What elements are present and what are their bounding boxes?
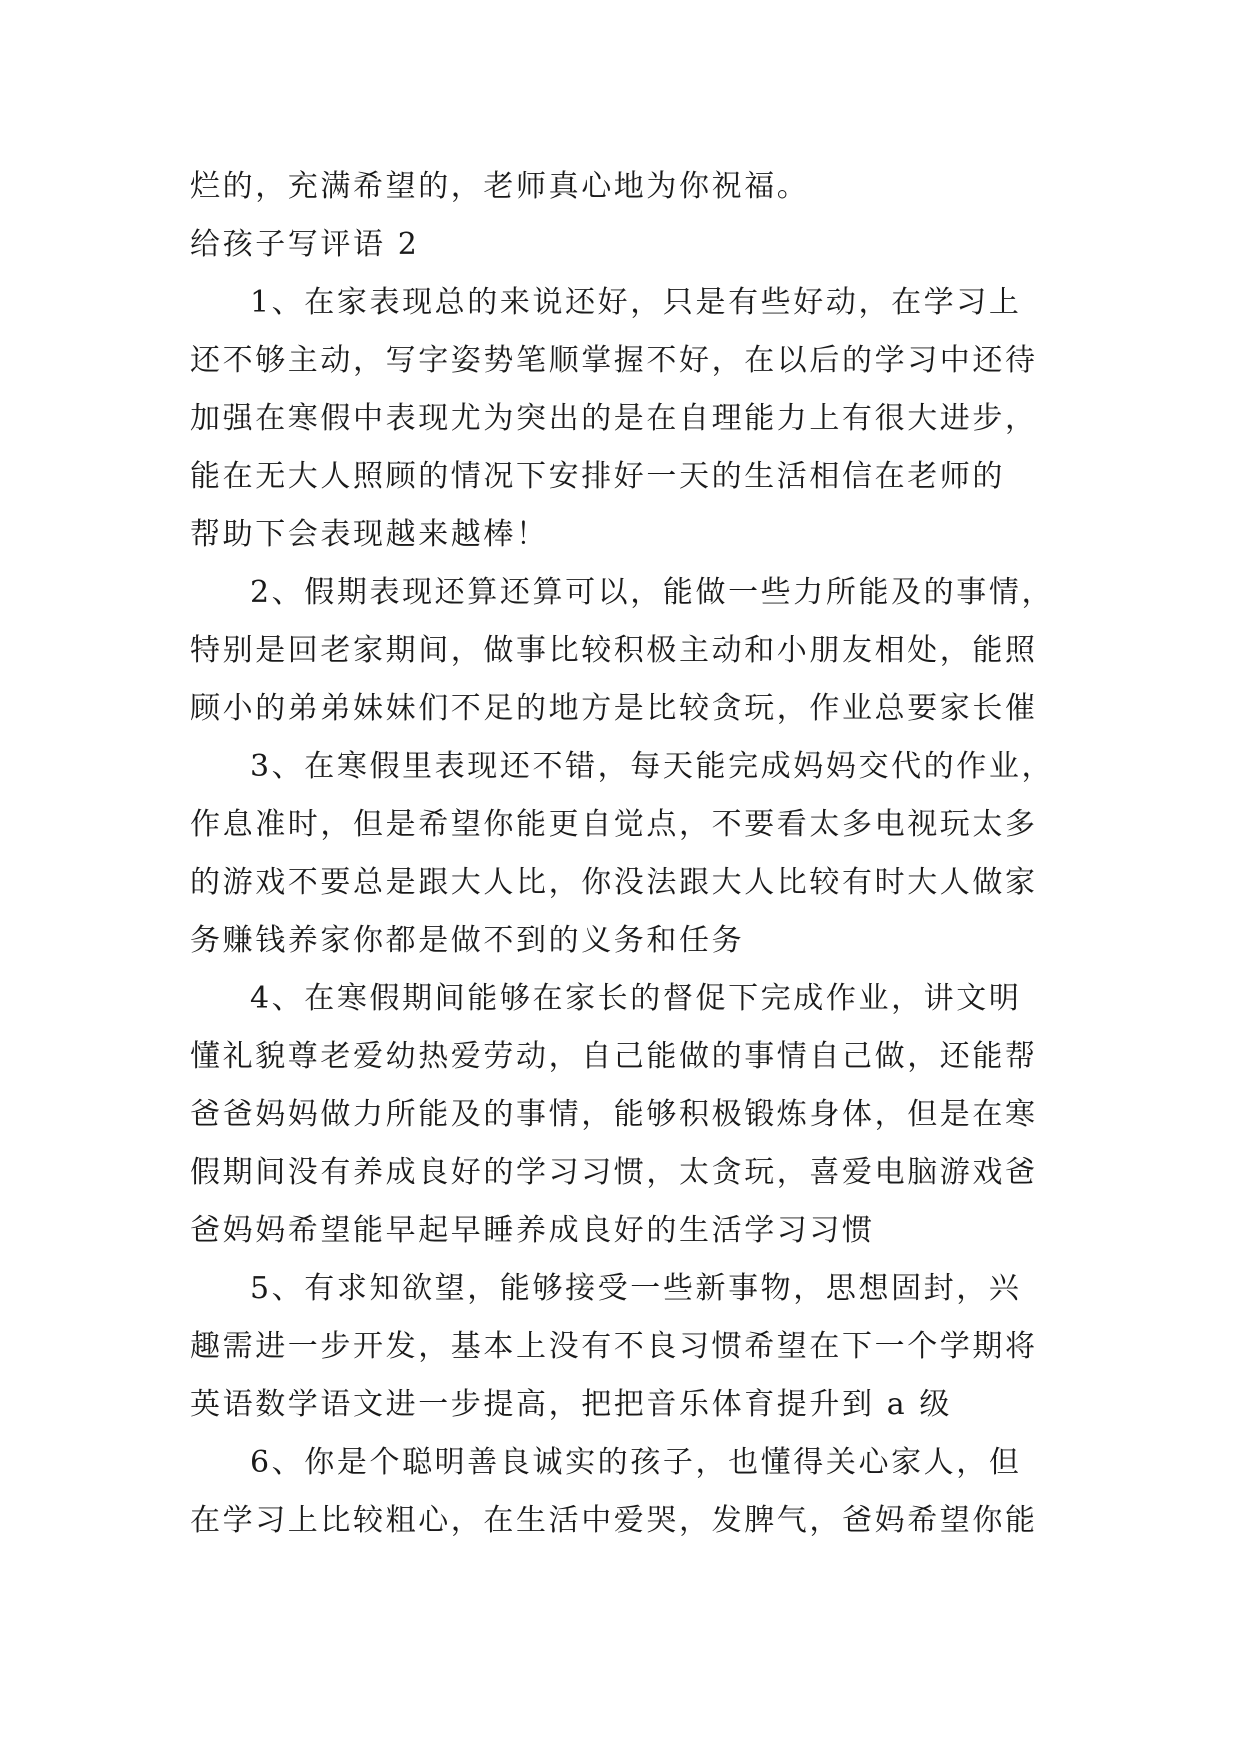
text-line: 能在无大人照顾的情况下安排好一天的生活相信在老师的 (190, 459, 1005, 494)
text-line: 假期间没有养成良好的学习习惯，太贪玩，喜爱电脑游戏爸 (190, 1155, 1038, 1190)
text-line: 爸妈妈希望能早起早睡养成良好的生活学习习惯 (190, 1213, 875, 1248)
text-line: 4、在寒假期间能够在家长的督促下完成作业，讲文明 (250, 981, 1022, 1016)
text-line: 务赚钱养家你都是做不到的义务和任务 (190, 923, 745, 958)
text-line: 特别是回老家期间，做事比较积极主动和小朋友相处，能照 (190, 633, 1038, 668)
text-line: 5、有求知欲望，能够接受一些新事物，思想固封，兴 (250, 1271, 1022, 1306)
text-line: 还不够主动，写字姿势笔顺掌握不好，在以后的学习中还待 (190, 343, 1038, 378)
text-line: 加强在寒假中表现尤为突出的是在自理能力上有很大进步， (190, 401, 1038, 436)
text-line: 懂礼貌尊老爱幼热爱劳动，自己能做的事情自己做，还能帮 (190, 1039, 1038, 1074)
text-line: 在学习上比较粗心，在生活中爱哭，发脾气，爸妈希望你能 (190, 1503, 1038, 1538)
section-heading: 给孩子写评语 2 (190, 227, 420, 262)
text-line: 帮助下会表现越来越棒！ (190, 517, 549, 552)
text-line: 6、你是个聪明善良诚实的孩子，也懂得关心家人，但 (250, 1445, 1022, 1480)
text-line: 顾小的弟弟妹妹们不足的地方是比较贪玩，作业总要家长催 (190, 691, 1038, 726)
text-line: 爸爸妈妈做力所能及的事情，能够积极锻炼身体，但是在寒 (190, 1097, 1038, 1132)
text-line: 烂的，充满希望的，老师真心地为你祝福。 (190, 169, 810, 204)
text-line: 趣需进一步开发，基本上没有不良习惯希望在下一个学期将 (190, 1329, 1038, 1364)
text-line: 3、在寒假里表现还不错，每天能完成妈妈交代的作业， (250, 749, 1055, 784)
text-line: 的游戏不要总是跟大人比，你没法跟大人比较有时大人做家 (190, 865, 1038, 900)
document-body (190, 158, 1055, 1550)
text-line: 1、在家表现总的来说还好，只是有些好动，在学习上 (250, 285, 1022, 320)
text-line: 英语数学语文进一步提高，把把音乐体育提升到 a 级 (190, 1387, 952, 1422)
text-line: 作息准时，但是希望你能更自觉点，不要看太多电视玩太多 (190, 807, 1038, 842)
text-line: 2、假期表现还算还算可以，能做一些力所能及的事情， (250, 575, 1055, 610)
